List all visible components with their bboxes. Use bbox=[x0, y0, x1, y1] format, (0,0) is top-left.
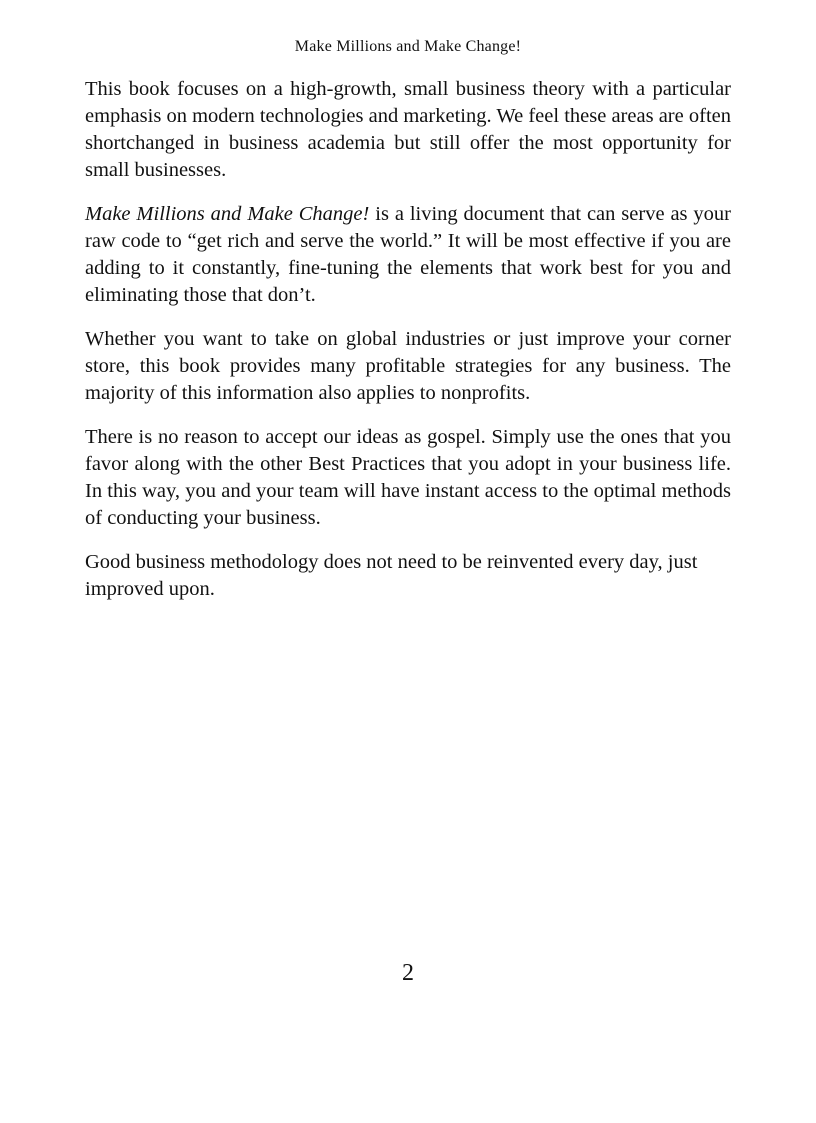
paragraph-5 bbox=[85, 549, 731, 603]
paragraph-1-text: This book focuses on a high-growth, small business theory with a particular emphasis on modern technologies and marketing. We feel these areas are often shortchanged in business academia but still offer the most opportunity for small businesses. bbox=[85, 78, 731, 181]
paragraph-4 bbox=[85, 424, 731, 532]
paragraph-1 bbox=[85, 76, 731, 184]
paragraph-3 bbox=[85, 326, 731, 407]
paragraph-5-text: Good business methodology does not need to be reinvented every day, just improved upon. bbox=[85, 551, 698, 600]
paragraph-2-text: is a living document that can serve as your raw code to “get rich and serve the world.” It will be most effective if you are adding to it constantly, fine-tuning the elements that work best for you and eliminating those that don’t. bbox=[85, 203, 731, 306]
paragraph-4-text: There is no reason to accept our ideas as gospel. Simply use the ones that you favor along with the other Best Practices that you adopt in your business life. In this way, you and your team will have instant access to the optimal methods of conducting your business. bbox=[85, 426, 731, 529]
paragraph-3-text: Whether you want to take on global industries or just improve your corner store, this book provides many profitable strategies for any business. The majority of this information also applies to nonprofits. bbox=[85, 328, 731, 404]
book-title-italic: Make Millions and Make Change! bbox=[85, 203, 370, 225]
body-text bbox=[85, 76, 731, 620]
page-number: 2 bbox=[402, 960, 414, 986]
running-header: Make Millions and Make Change! bbox=[294, 38, 522, 55]
paragraph-2 bbox=[85, 201, 731, 309]
